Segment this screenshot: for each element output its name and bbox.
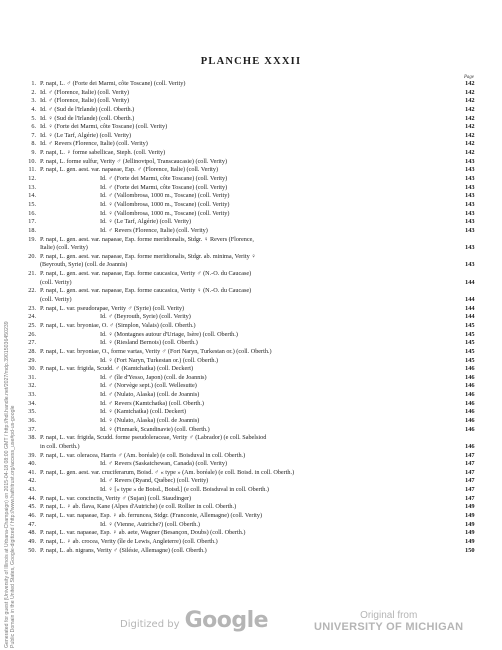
list-item xyxy=(0,460,502,469)
entry-text: P. napi, L. ♀ forme sabellicae, Steph. (coll. Verity) xyxy=(40,149,166,157)
list-item xyxy=(0,166,502,175)
entry-number: 23. xyxy=(28,304,36,312)
entry-page-number: 145 xyxy=(465,356,475,364)
list-item xyxy=(0,287,502,296)
entry-text: P. napi, L. gen. aest. var. napaeae, Esp. ♂ (Florence, Italie) (coll. Verity) xyxy=(40,166,219,174)
entry-number: 4. xyxy=(31,105,36,113)
entry-page-number: 146 xyxy=(465,382,475,390)
entry-number: 15. xyxy=(28,200,36,208)
page-column-header: Page xyxy=(464,75,474,80)
list-item xyxy=(0,417,502,426)
digitized-by-google-watermark xyxy=(120,608,268,633)
list-item xyxy=(0,313,502,322)
entry-number: 27. xyxy=(28,339,36,347)
entry-number: 46. xyxy=(28,512,36,520)
entry-page-number: 149 xyxy=(465,537,475,545)
list-item xyxy=(0,400,502,409)
list-item xyxy=(0,149,502,158)
entry-text: P. napi, L. gen. aest. var. napaeae, Esp. forme meridionalis, Stdgr. ♀ Revers (Florence, xyxy=(40,235,254,243)
entry-number: 28. xyxy=(28,347,36,355)
entry-number: 25. xyxy=(28,321,36,329)
entry-page-number: 142 xyxy=(465,97,475,105)
list-item xyxy=(0,305,502,314)
entry-page-number: 142 xyxy=(465,131,475,139)
entry-text: P. napi, L. gen. aest. var. napaeae, Esp. forme caucasica, Verity ♂ (N.-O. du Caucase) xyxy=(40,270,252,278)
entry-page-number: 145 xyxy=(465,321,475,329)
list-item xyxy=(0,348,502,357)
entry-text: P. napi, L. var. napaeae, Esp. ♀ ab. aete, Wagner (Besançon, Doubs) (coll. Oberth.) xyxy=(40,529,246,537)
entry-text: Id. ♂ (Forte dei Marmi, côte Toscane) (coll. Verity) xyxy=(100,183,228,191)
entry-page-number: 143 xyxy=(465,157,475,165)
entry-number: 47. xyxy=(28,520,36,528)
entry-text: Id. ♀ (Le Tarf, Algérie) (coll. Verity) xyxy=(100,218,192,226)
list-item xyxy=(0,512,502,521)
entry-text: Id. ♀ (Montagnes autour d'Uriage, Isère) (coll. Oberth.) xyxy=(100,330,238,338)
entry-page-number: 144 xyxy=(465,278,475,286)
entry-number: 39. xyxy=(28,451,36,459)
entry-number: 41. xyxy=(28,468,36,476)
list-item xyxy=(0,331,502,340)
entry-text: Id. ♀ [« type » de Boisd., Boisd.] (e coll. Boisduval in coll. Oberth.) xyxy=(100,486,269,494)
entry-number: 36. xyxy=(28,416,36,424)
entry-text: Id. ♀ (Le Tarf, Algérie) (coll. Verity) xyxy=(40,131,132,139)
entry-page-number: 142 xyxy=(465,140,475,148)
entry-text: Id. ♀ (Finmark, Scandinavie) (coll. Oberth.) xyxy=(100,425,210,433)
list-item xyxy=(0,236,502,245)
list-item xyxy=(0,382,502,391)
entry-page-number: 143 xyxy=(465,261,475,269)
entry-number: 42. xyxy=(28,477,36,485)
entry-number: 7. xyxy=(31,131,36,139)
entry-page-number: 146 xyxy=(465,408,475,416)
entry-number: 22. xyxy=(28,287,36,295)
entry-text: P. napi, L. ♀ ab. crocea, Verity (île de Lewis, Angleterre) (coll. Oberth.) xyxy=(40,537,218,545)
list-item xyxy=(0,115,502,124)
entry-text: Id. ♀ (Nulato, Alaska) (coll. de Joannis) xyxy=(100,416,200,424)
entry-number: 1. xyxy=(31,80,36,87)
list-item xyxy=(0,529,502,538)
entry-number: 33. xyxy=(28,391,36,399)
entry-page-number: 143 xyxy=(465,218,475,226)
entry-text: P. napi, L. forme sulfur, Verity ♂ (Jellinovtpol, Transcaucasie) (coll. Verity) xyxy=(40,157,228,165)
list-item xyxy=(0,201,502,210)
entry-text: Id. ♀ (Riesland Bernois) (coll. Oberth.) xyxy=(100,339,198,347)
entry-number: 12. xyxy=(28,175,36,183)
list-item xyxy=(0,296,502,305)
entry-number: 19. xyxy=(28,235,36,243)
entry-page-number: 147 xyxy=(465,460,475,468)
entry-page-number: 143 xyxy=(465,200,475,208)
entry-text: Id. ♂ (Florence, Italie) (coll. Verity) xyxy=(40,97,130,105)
list-item xyxy=(0,184,502,193)
entry-page-number: 143 xyxy=(465,183,475,191)
entry-text: (coll. Verity) xyxy=(40,278,72,286)
entry-number: 6. xyxy=(31,123,36,131)
entry-text: P. napi, L. var. pseudorapae, Verity ♂ (Syrie) (coll. Verity) xyxy=(40,304,185,312)
university-name: UNIVERSITY OF MICHIGAN xyxy=(314,621,464,633)
entry-number: 48. xyxy=(28,529,36,537)
entry-number: 20. xyxy=(28,252,36,260)
entry-text: Id. ♀ (Sud de l'Irlande) (coll. Oberth.) xyxy=(40,114,135,122)
entry-number: 38. xyxy=(28,434,36,442)
entry-text: Id. ♂ Revers (Kamtchatka) (coll. Oberth.) xyxy=(100,399,204,407)
entry-text: P. napi, L. var. oleracea, Harris ♂ (Am. boréale) (e coll. Boisduval in coll. Oberth.) xyxy=(40,451,246,459)
entry-page-number: 142 xyxy=(465,149,475,157)
entry-page-number: 144 xyxy=(465,313,475,321)
entry-number: 31. xyxy=(28,373,36,381)
entry-text: Id. ♂ Revers (Saskatchewan, Canada) (coll. Verity) xyxy=(100,460,228,468)
entry-number: 35. xyxy=(28,408,36,416)
entry-page-number: 143 xyxy=(465,166,475,174)
page-title: PLANCHE XXXII xyxy=(200,56,302,67)
entry-number: 18. xyxy=(28,226,36,234)
entry-page-number: 147 xyxy=(465,486,475,494)
entry-number: 29. xyxy=(28,356,36,364)
entry-number: 11. xyxy=(28,166,36,174)
entry-number: 8. xyxy=(31,140,36,148)
list-item xyxy=(0,132,502,141)
entry-number: 9. xyxy=(31,149,36,157)
entry-number: 14. xyxy=(28,192,36,200)
entry-text: Id. ♂ (Beyrouth, Syrie) (coll. Verity) xyxy=(100,313,191,321)
entry-text: P. napi, L. gen. aest. var. napaeae, Esp. forme meridionalis, Stdgr. ab. minima, Verity ♀ xyxy=(40,252,256,260)
entry-number: 32. xyxy=(28,382,36,390)
entry-page-number: 146 xyxy=(465,416,475,424)
list-item xyxy=(0,408,502,417)
list-item xyxy=(0,210,502,219)
entry-number: 40. xyxy=(28,460,36,468)
entry-text: (coll. Verity) xyxy=(40,296,72,304)
entry-page-number: 142 xyxy=(465,114,475,122)
entry-text: Id. ♀ (Vienne, Autriche?) (coll. Oberth.) xyxy=(100,520,200,528)
list-item xyxy=(0,80,502,89)
entry-page-number: 146 xyxy=(465,425,475,433)
entry-page-number: 146 xyxy=(465,391,475,399)
list-item xyxy=(0,270,502,279)
entry-text: Id. ♂ Revers (Florence, Italie) (coll. Verity) xyxy=(100,226,208,234)
entry-page-number: 145 xyxy=(465,347,475,355)
entry-text: Id. ♀ (Vallombrosa, 1000 m., Toscane) (coll. Verity) xyxy=(100,209,230,217)
entry-text: P. napi, L. ♀ ab. flava, Kane (Alpes d'Autriche) (e coll. Rollier in coll. Oberth.) xyxy=(40,503,237,511)
entry-page-number: 149 xyxy=(465,503,475,511)
list-item xyxy=(0,486,502,495)
list-item xyxy=(0,521,502,530)
list-item xyxy=(0,97,502,106)
entry-number: 50. xyxy=(28,546,36,554)
list-item xyxy=(0,279,502,288)
entry-text: Id. ♂ (Sud de l'Irlande) (coll. Oberth.) xyxy=(40,105,135,113)
entry-page-number: 142 xyxy=(465,80,475,87)
entry-number: 34. xyxy=(28,399,36,407)
list-item xyxy=(0,106,502,115)
entry-text: P. napi, L. var. napaeae, Esp. ♀ ab. ferruncea, Stdgr. (Franconie, Allemagne) (coll. Verity) xyxy=(40,512,263,520)
entry-text: Id. ♂ (Forte dei Marmi, côte Toscane) (coll. Verity) xyxy=(100,175,228,183)
list-item xyxy=(0,218,502,227)
list-item xyxy=(0,477,502,486)
list-item xyxy=(0,495,502,504)
entry-page-number: 147 xyxy=(465,494,475,502)
list-item xyxy=(0,175,502,184)
list-item xyxy=(0,253,502,262)
entry-number: 13. xyxy=(28,183,36,191)
entry-text: P. napi, L. gen. aest. var. cruciferarum, Boisd. ♂ « type » (Am. boréale) (e coll. Boisd. in coll. Oberth.) xyxy=(40,468,295,476)
entry-page-number: 147 xyxy=(465,477,475,485)
entry-page-number: 145 xyxy=(465,330,475,338)
entry-page-number: 145 xyxy=(465,339,475,347)
list-item xyxy=(0,261,502,270)
list-item xyxy=(0,357,502,366)
entry-page-number: 146 xyxy=(465,365,475,373)
list-item xyxy=(0,374,502,383)
entry-text: P. napi, L. var. frigida, Scudd. ♂ (Kamtchatka) (coll. Deckert) xyxy=(40,365,194,373)
entry-text: Id. ♂ Revers (Ryand, Québec) (coll. Verity) xyxy=(100,477,209,485)
entry-number: 17. xyxy=(28,218,36,226)
digitized-by-label: Digitized by xyxy=(120,619,180,630)
entry-page-number: 143 xyxy=(465,175,475,183)
entry-text: Id. ♂ (Vallombrosa, 1000 m., Toscane) (coll. Verity) xyxy=(100,192,230,200)
entry-page-number: 143 xyxy=(465,209,475,217)
list-item xyxy=(0,365,502,374)
entry-text: Id. ♂ (Florence, Italie) (coll. Verity) xyxy=(40,88,130,96)
list-item xyxy=(0,322,502,331)
list-item xyxy=(0,503,502,512)
entry-text: Italie) (coll. Verity) xyxy=(40,244,88,252)
list-item xyxy=(0,443,502,452)
original-from-label: Original from xyxy=(360,610,418,621)
entry-text: P. napi, L. ab. nigrans, Verity ♂ (Silésie, Allemagne) (coll. Oberth.) xyxy=(40,546,207,554)
entry-page-number: 146 xyxy=(465,399,475,407)
entry-text: (Beyrouth, Syrie) (coll. de Joannis) xyxy=(40,261,128,269)
entry-page-number: 146 xyxy=(465,373,475,381)
watermark-line-2: Public Domain in the United States, Google-digitized / http://www.hathitrust.org/access_use#pd-us-google xyxy=(10,405,16,648)
entry-page-number: 149 xyxy=(465,512,475,520)
list-item xyxy=(0,158,502,167)
entry-text: Id. ♀ (Forte dei Marmi, côte Toscane) (coll. Verity) xyxy=(40,123,168,131)
watermark-line-1: Generated for guest (University of Illinois at Urbana-Champaign) on 2015-04-18 08:00 GMT / http://hdl.handle.net/2027/mdp.39015036450239 xyxy=(4,321,10,648)
list-item xyxy=(0,227,502,236)
entry-page-number: 150 xyxy=(465,546,475,554)
entry-number: 43. xyxy=(28,486,36,494)
entry-page-number: 142 xyxy=(465,105,475,113)
entry-text: Id. ♀ (Kamtchatka) (coll. Deckert) xyxy=(100,408,187,416)
entry-text: P. napi, L. var. bryoniae, O., forme vartas, Verity ♂ (Fort Naryn, Turkestan or.) (coll. Oberth.) xyxy=(40,347,272,355)
entry-number: 45. xyxy=(28,503,36,511)
list-item xyxy=(0,391,502,400)
list-item xyxy=(0,469,502,478)
entry-text: P. napi, L. var. concinctis, Verity ♂ (Sujan) (coll. Staudinger) xyxy=(40,494,192,502)
list-item xyxy=(0,538,502,547)
entry-number: 30. xyxy=(28,365,36,373)
list-item xyxy=(0,140,502,149)
entry-number: 37. xyxy=(28,425,36,433)
entry-page-number: 142 xyxy=(465,123,475,131)
entry-page-number: 149 xyxy=(465,529,475,537)
list-item xyxy=(0,339,502,348)
entry-page-number: 143 xyxy=(465,226,475,234)
entry-page-number: 147 xyxy=(465,451,475,459)
entry-page-number: 143 xyxy=(465,244,475,252)
entry-text: in coll. Oberth.) xyxy=(40,442,80,450)
entry-text: P. napi, L. var. bryoniae, O. ♂ (Simplon, Valais) (coll. Oberth.) xyxy=(40,321,196,329)
entry-text: Id. ♂ (Nulato, Alaska) (coll. de Joannis) xyxy=(100,391,200,399)
list-item xyxy=(0,434,502,443)
entry-text: Id. ♂ (île d'Yesso, Japon) (coll. de Joannis) xyxy=(100,373,207,381)
entry-number: 24. xyxy=(28,313,36,321)
list-item xyxy=(0,192,502,201)
entry-page-number: 147 xyxy=(465,468,475,476)
entry-text: P. napi, L. var. frigida, Scudd. forme pseudoleraceae, Verity ♂ (Labrador) (e coll. Sabelsiod xyxy=(40,434,267,442)
entry-page-number: 144 xyxy=(465,296,475,304)
entry-number: 26. xyxy=(28,330,36,338)
list-item xyxy=(0,547,502,556)
entry-page-number: 149 xyxy=(465,520,475,528)
list-item xyxy=(0,426,502,435)
list-item xyxy=(0,89,502,98)
entry-text: P. napi, L. ♂ (Forte dei Marmi, côte Toscane) (coll. Verity) xyxy=(40,80,186,87)
entry-number: 10. xyxy=(28,157,36,165)
entry-number: 3. xyxy=(31,97,36,105)
entry-page-number: 142 xyxy=(465,88,475,96)
entry-number: 21. xyxy=(28,270,36,278)
entry-number: 5. xyxy=(31,114,36,122)
list-item xyxy=(0,452,502,461)
plate-entry-list xyxy=(0,80,502,555)
list-item xyxy=(0,123,502,132)
entry-number: 16. xyxy=(28,209,36,217)
entry-text: Id. ♀ (Vallombrosa, 1000 m., Toscane) (coll. Verity) xyxy=(100,200,230,208)
entry-page-number: 146 xyxy=(465,442,475,450)
entry-page-number: 144 xyxy=(465,304,475,312)
entry-text: P. napi, L. gen. aest. var. napaeae, Esp. forme caucasica, Verity ♀ (N.-O. du Caucase) xyxy=(40,287,252,295)
entry-text: Id. ♀ (Fort Naryn, Turkestan or.) (coll. Oberth.) xyxy=(100,356,219,364)
entry-number: 44. xyxy=(28,494,36,502)
entry-text: Id. ♂ (Norvège sept.) (coll. Wellesutte) xyxy=(100,382,197,390)
university-watermark xyxy=(314,610,463,633)
entry-number: 2. xyxy=(31,88,36,96)
list-item xyxy=(0,244,502,253)
google-logo: Google xyxy=(184,608,269,633)
entry-text: Id. ♂ Revers (Florence, Italie) (coll. Verity) xyxy=(40,140,148,148)
entry-page-number: 143 xyxy=(465,192,475,200)
entry-number: 49. xyxy=(28,537,36,545)
